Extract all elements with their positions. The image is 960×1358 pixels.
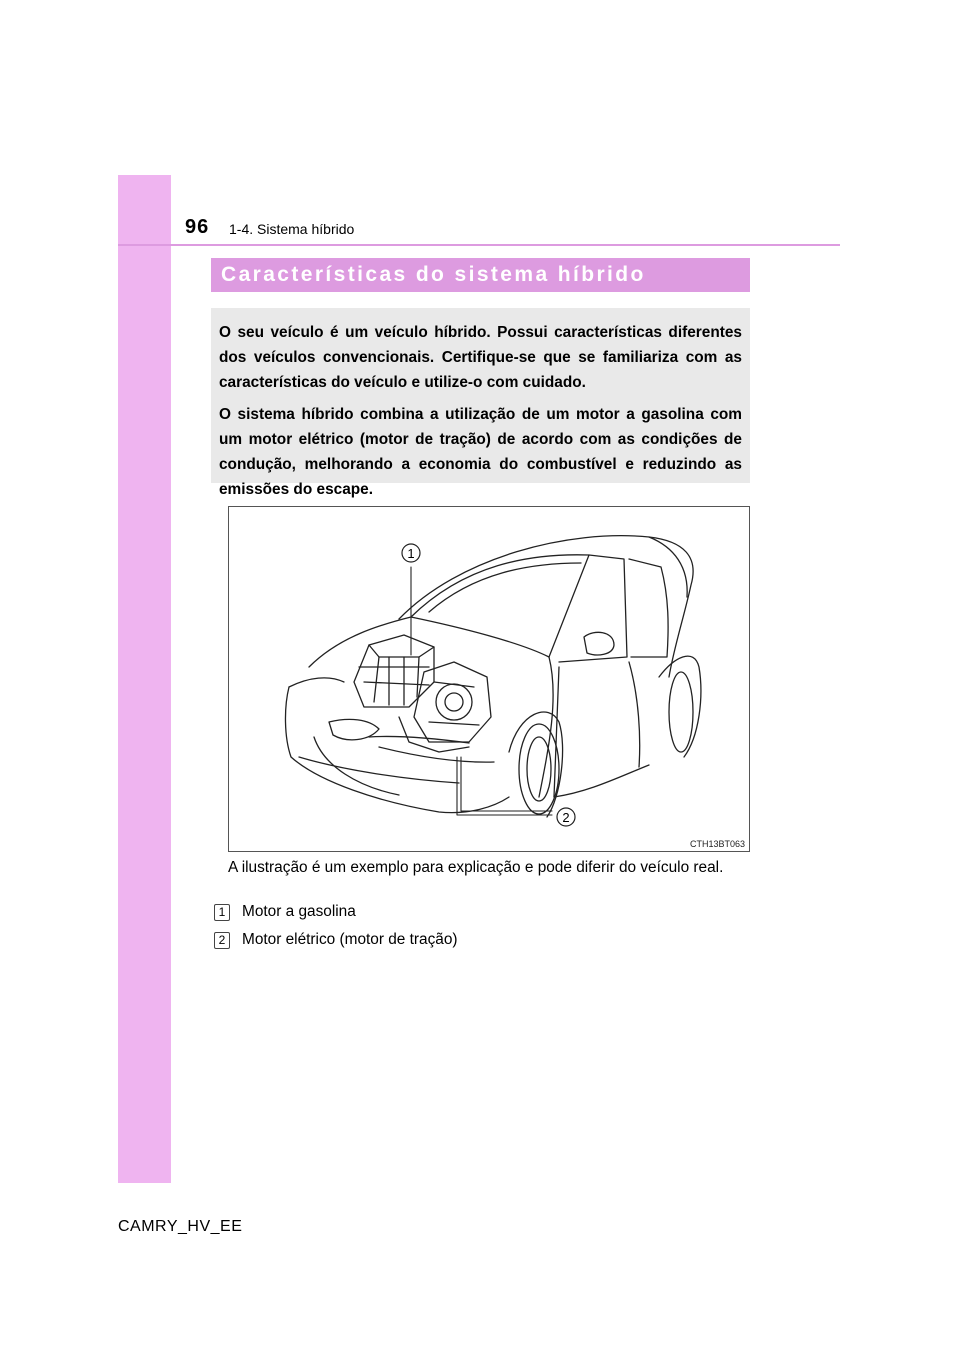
section-label: 1-4. Sistema híbrido xyxy=(229,221,355,237)
car-drawing xyxy=(229,507,749,851)
legend-number: 1 xyxy=(214,904,230,921)
page-number: 96 xyxy=(185,216,210,238)
legend-label: Motor a gasolina xyxy=(242,903,356,920)
legend-item xyxy=(214,903,356,921)
section-title: Características do sistema híbrido xyxy=(211,258,750,292)
callout-2-label: 2 xyxy=(562,810,570,825)
intro-paragraph-2: O sistema híbrido combina a utilização de um motor a gasolina com um motor elétrico (motor de tração) de acordo com as condições de condução, melhorando a economia do combustível e reduzindo as emissões do escape. xyxy=(219,406,742,498)
intro-box xyxy=(211,308,750,498)
figure-code: CTH13BT063 xyxy=(689,839,745,849)
legend-label: Motor elétrico (motor de tração) xyxy=(242,931,458,948)
callout-1-label: 1 xyxy=(407,546,415,561)
legend-number: 2 xyxy=(214,932,230,949)
header-rule xyxy=(118,244,840,246)
footer-code: CAMRY_HV_EE xyxy=(118,1218,243,1235)
legend-item xyxy=(214,931,458,949)
figure-caption: A ilustração é um exemplo para explicação e pode diferir do veículo real. xyxy=(228,859,724,876)
side-tab-strip xyxy=(118,175,171,1183)
vehicle-illustration xyxy=(228,506,750,852)
intro-paragraph-1: O seu veículo é um veículo híbrido. Possui características diferentes dos veículos convencionais. Certifique-se que se familiariza com as características do veículo e utilize-o com cuidado. xyxy=(219,324,742,391)
